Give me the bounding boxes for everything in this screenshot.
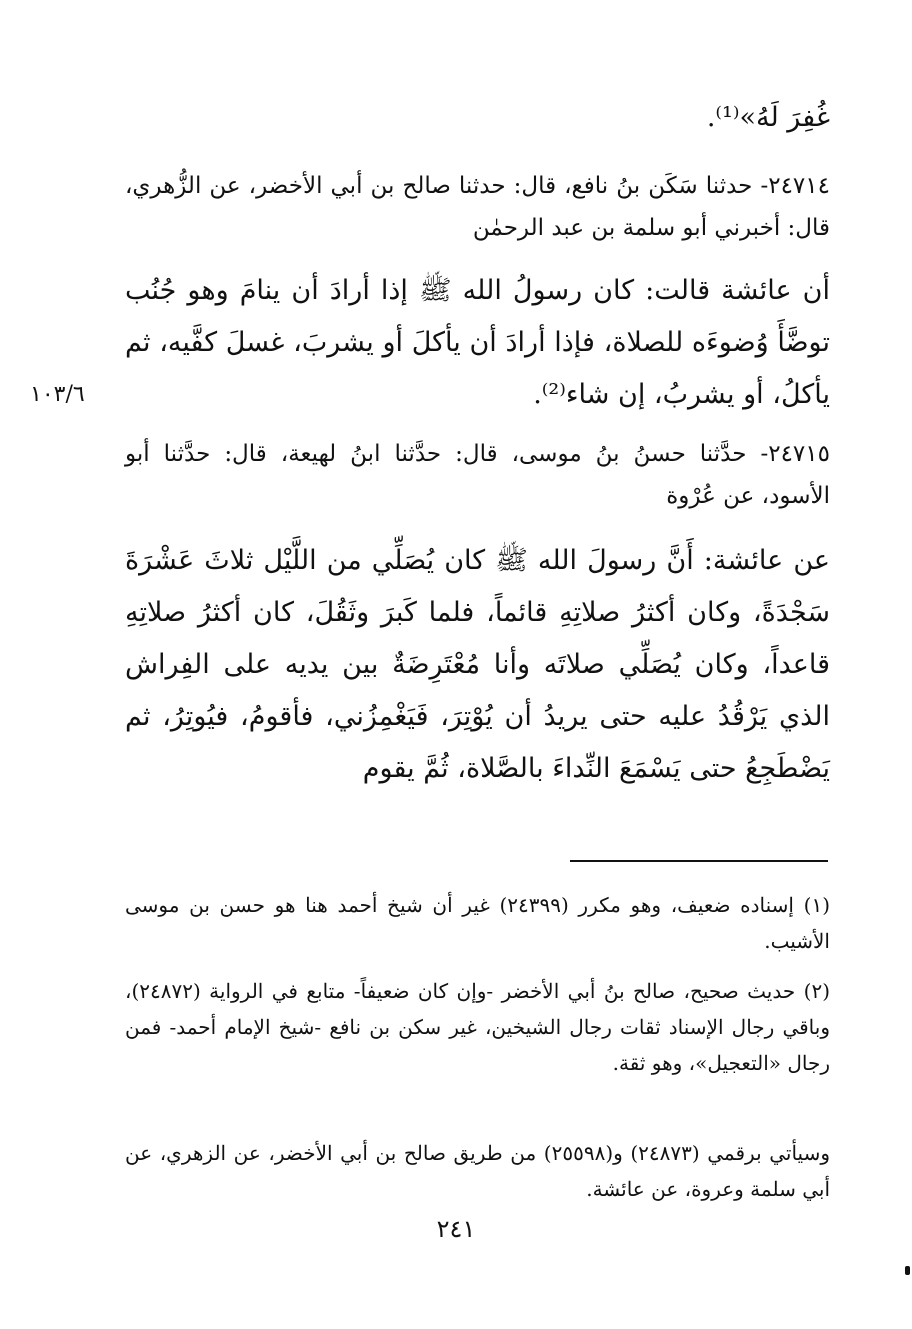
hadith-24715-text: عن عائشة: أَنَّ رسولَ الله ﷺ كان يُصَلِّي من اللَّيْل ثلاثَ عَشْرَةَ سَجْدَةً، وكان أكثرُ صلاتِهِ قائماً، فلما كَبرَ وثَقُلَ، كان أكثرُ صلاتِهِ قاعداً، وكان يُصَلِّي صلاتَه وأنا مُعْتَرِضَةٌ بين يديه على الفِراش الذي يَرْقُدُ عليه حتى يريدُ أن يُوْتِرَ، فَيَغْمِزُني، فأقومُ، فيُوتِرُ، ثم يَضْطَجِعُ حتى يَسْمَعَ النِّداءَ بالصَّلاة، ثُمَّ يقوم <box>125 545 830 784</box>
top-text-fragment: غُفِرَ لَهُ»⁽¹⁾. <box>706 102 830 133</box>
footnote-2: (٢) حديث صحيح، صالح بنُ أبي الأخضر -وإن كان ضعيفاً- متابع في الرواية (٢٤٨٧٢)، وباقي رجال الإسناد ثقات رجال الشيخين، غير سكن بن نافع -شيخ الإمام أحمد- فمن رجال «التعجيل»، وهو ثقة. <box>125 979 830 1075</box>
hadith-24715-isnad: ٢٤٧١٥- حدَّثنا حسنُ بنُ موسى، قال: حدَّثنا ابنُ لهيعة، قال: حدَّثنا أبو الأسود، عن عُرْوة <box>125 441 830 509</box>
hadith-24714-isnad: ٢٤٧١٤- حدثنا سَكَن بنُ نافع، قال: حدثنا صالح بن أبي الأخضر، عن الزُّهري، قال: أخبرني أبو سلمة بن عبد الرحمٰن <box>125 173 830 241</box>
page-number: ٢٤١ <box>436 1215 476 1243</box>
hadith-24714-text: أن عائشة قالت: كان رسولُ الله ﷺ إذا أرادَ أن ينامَ وهو جُنُب توضَّأَ وُضوءَه للصلاة، فإذا أرادَ أن يأكلَ أو يشربَ، غسلَ كفَّيه، ثم يأكلُ، أو يشربُ، إن شاء⁽²⁾. <box>125 275 830 410</box>
margin-reference: ١٠٣/٦ <box>30 382 85 407</box>
footnote-1: (١) إسناده ضعيف، وهو مكرر (٢٤٣٩٩) غير أن شيخ أحمد هنا هو حسن بن موسى الأشيب. <box>125 893 830 953</box>
scan-artifact-dot <box>905 1266 910 1275</box>
footnote-divider <box>570 860 828 862</box>
footnote-2-continuation: وسيأتي برقمي (٢٤٨٧٣) و(٢٥٥٩٨) من طريق صالح بن أبي الأخضر، عن الزهري، عن أبي سلمة وعروة، عن عائشة. <box>125 1141 830 1201</box>
